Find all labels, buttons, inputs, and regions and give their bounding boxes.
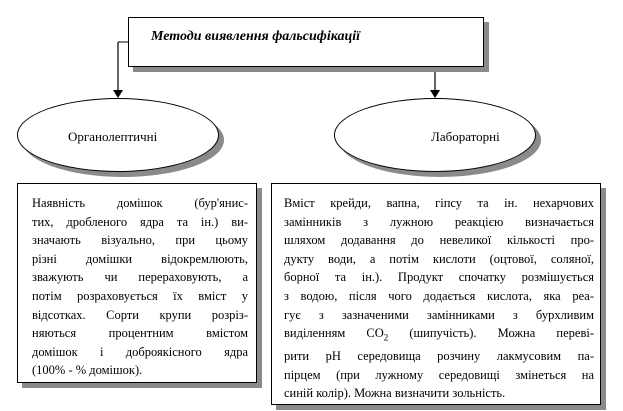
text-line: значають візуально, при цьому bbox=[32, 233, 248, 248]
text-line: (100% - % домішок). bbox=[32, 363, 143, 378]
text-line: тих, дробленого ядра та ін.) ви- bbox=[32, 214, 248, 229]
text-line: різні домішки відокремлюють, bbox=[32, 251, 248, 266]
organoleptic-description-box bbox=[17, 183, 257, 383]
text-line: гує з зазначеними замінниками з бурхливим bbox=[284, 307, 594, 322]
co2-subscript: 2 bbox=[383, 332, 389, 343]
oval-laboratory-label: Лабораторні bbox=[431, 129, 500, 144]
text-line: зважують чи перераховують, а bbox=[32, 270, 248, 285]
oval-laboratory bbox=[334, 98, 536, 172]
arrow-right-head bbox=[430, 90, 440, 98]
co2-text: виділенням CO bbox=[284, 326, 384, 341]
text-line: Вміст крейди, вапна, гіпсу та ін. нехарчових bbox=[284, 196, 594, 210]
oval-organoleptic bbox=[17, 98, 219, 172]
text-line: пірцем (при лужному середовищі змінеться на bbox=[284, 367, 594, 382]
text-line: синій колір). Можна визначити зольність. bbox=[284, 386, 506, 401]
oval-organoleptic-label: Органолептичні bbox=[68, 129, 158, 144]
co2-rest-text: (шипучість). Можна переві- bbox=[388, 326, 594, 341]
text-line: няються процентним вмістом bbox=[32, 326, 248, 341]
text-line: з водою, після чого додається кислота, яка реа- bbox=[284, 288, 594, 303]
arrow-left-head bbox=[113, 90, 123, 98]
title-box bbox=[128, 17, 484, 67]
text-line-co2 bbox=[284, 324, 594, 347]
text-line: потім розраховується їх вміст у bbox=[32, 288, 248, 303]
text-line: замінників з лужною реакцією визначається bbox=[284, 214, 594, 229]
diagram-title: Методи виявлення фальсифікації bbox=[151, 29, 361, 44]
text-line: відсотках. Сорти крупи розріз- bbox=[32, 307, 248, 322]
text-line: борної та ін.). Продукт спочатку розмішується bbox=[284, 270, 594, 285]
laboratory-description-box bbox=[271, 183, 601, 405]
text-line: дукту води, а потім кислоти (оцтової, соляної, bbox=[284, 251, 594, 266]
text-line: рити pH середовища розчину лакмусовим па- bbox=[284, 349, 594, 364]
text-line: Наявність домішок (бур'янис- bbox=[32, 196, 248, 210]
text-line: шляхом додавання до невеликої кількості про- bbox=[284, 233, 594, 248]
text-line: домішок і доброякісного ядра bbox=[32, 344, 248, 359]
